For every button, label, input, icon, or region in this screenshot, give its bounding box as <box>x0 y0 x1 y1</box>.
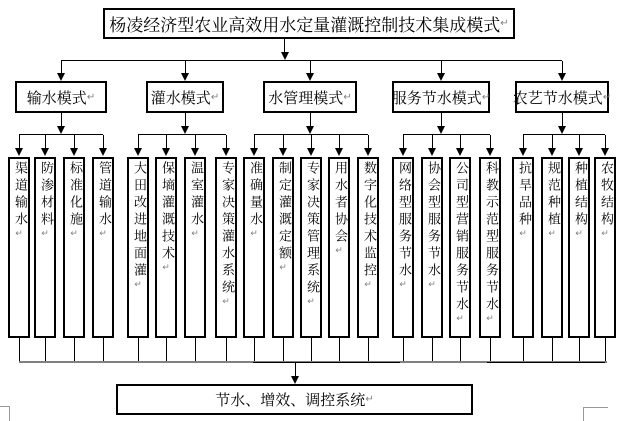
node-label: 用水者协会 <box>332 161 347 246</box>
node-title <box>103 8 515 39</box>
connector-line <box>605 135 606 148</box>
connector-line <box>166 135 167 148</box>
connector-line <box>45 338 46 362</box>
node-label: 水管理模式 <box>268 88 344 107</box>
arrowhead-down-icon <box>399 148 407 156</box>
margin-corner-mark <box>583 407 584 421</box>
node-label: 服务节水模式 <box>391 88 482 107</box>
margin-corner-mark <box>9 406 10 421</box>
connector-line <box>138 135 139 148</box>
node-label: 管道输水 <box>96 161 111 229</box>
node-agro-pastoral-structure <box>594 157 616 338</box>
paragraph-return-mark: ↵ <box>14 229 24 239</box>
node-science-demo-service <box>479 157 501 338</box>
node-title-label: 杨凌经济型农业高效用水定量灌溉控制技术集成模式 <box>109 16 501 36</box>
paragraph-return-mark: ↵ <box>40 229 50 239</box>
arrowhead-down-icon <box>250 148 258 156</box>
node-label: 种植结构 <box>572 161 587 229</box>
node-standardized-planting <box>541 157 563 338</box>
connector-collector-bus-dark-segment <box>253 362 400 363</box>
arrowhead-down-icon <box>70 148 78 156</box>
paragraph-return-mark: ↵ <box>210 91 220 103</box>
arrowhead-down-icon <box>575 148 583 156</box>
node-moisture-preserving-irrigation <box>155 157 177 338</box>
connector-line <box>295 363 296 376</box>
connector-line <box>562 61 563 73</box>
paragraph-return-mark: ↵ <box>98 229 108 239</box>
connector-bus-group5 <box>523 134 605 135</box>
paragraph-return-mark: ↵ <box>365 394 374 405</box>
connector-line <box>19 135 20 148</box>
connector-line <box>283 135 284 148</box>
connector-line <box>339 338 340 362</box>
paragraph-return-mark: ↵ <box>574 229 584 239</box>
connector-line <box>310 61 311 73</box>
connector-bus-group4 <box>403 134 490 135</box>
arrowhead-down-icon <box>456 148 464 156</box>
node-label: 数字化技术监控 <box>361 161 376 280</box>
connector-collector-bus-dark-segment <box>487 362 605 363</box>
node-label: 温室灌水 <box>188 161 203 229</box>
paragraph-return-mark: ↵ <box>602 91 612 103</box>
arrowhead-down-icon <box>41 148 49 156</box>
node-label: 农牧结构 <box>598 161 613 229</box>
connector-line <box>195 338 196 362</box>
arrowhead-down-icon <box>191 148 199 156</box>
arrowhead-down-icon <box>437 126 445 134</box>
paragraph-return-mark: ↵ <box>161 263 171 273</box>
node-digital-monitoring <box>357 157 379 338</box>
arrowhead-down-icon <box>57 126 65 134</box>
connector-line <box>403 135 404 148</box>
connector-line <box>403 338 404 362</box>
node-network-service <box>392 157 414 338</box>
node-label: 节水、增效、调控系统 <box>215 391 366 409</box>
paragraph-return-mark: ↵ <box>249 229 259 239</box>
arrowhead-down-icon <box>601 148 609 156</box>
connector-line <box>552 135 553 148</box>
paragraph-return-mark: ↵ <box>547 229 557 239</box>
node-improved-surface-irrigation <box>127 157 149 338</box>
margin-corner-mark <box>0 406 9 407</box>
paragraph-return-mark: ↵ <box>334 246 344 256</box>
connector-line <box>254 135 255 148</box>
arrowhead-down-icon <box>279 148 287 156</box>
connector-line <box>195 135 196 148</box>
connector-line <box>579 338 580 362</box>
node-mode-agronomy-watersaving <box>512 81 612 113</box>
margin-corner-mark <box>583 407 608 408</box>
connector-line <box>311 338 312 362</box>
node-standardized-facility <box>63 157 85 338</box>
node-label: 协会型服务节水 <box>425 161 440 280</box>
connector-line <box>432 338 433 362</box>
connector-line <box>490 135 491 148</box>
connector-line <box>562 113 563 126</box>
node-label: 制定灌溉定额 <box>276 161 291 263</box>
node-label: 规范种植 <box>545 161 560 229</box>
arrowhead-down-icon <box>181 126 189 134</box>
arrowhead-down-icon <box>519 148 527 156</box>
node-accurate-measurement <box>243 157 265 338</box>
connector-line <box>103 135 104 148</box>
connector-line <box>45 135 46 148</box>
paragraph-return-mark: ↵ <box>455 314 465 324</box>
arrowhead-down-icon <box>162 148 170 156</box>
paragraph-return-mark: ↵ <box>133 280 143 290</box>
connector-line <box>74 338 75 362</box>
node-expert-management-system <box>300 157 322 338</box>
paragraph-return-mark: ↵ <box>363 280 373 290</box>
arrowhead-down-icon <box>57 73 65 81</box>
connector-line <box>283 338 284 362</box>
paragraph-return-mark: ↵ <box>518 229 528 239</box>
paragraph-return-mark: ↵ <box>278 263 288 273</box>
node-planting-structure <box>568 157 590 338</box>
node-association-service <box>421 157 443 338</box>
node-label: 防渗材料 <box>38 161 53 229</box>
connector-line <box>185 61 186 73</box>
connector-line <box>441 113 442 126</box>
node-label: 渠道输水 <box>12 161 27 229</box>
connector-line <box>185 113 186 126</box>
node-antiseepage-material <box>34 157 56 338</box>
node-label: 保墒灌溉技术 <box>159 161 174 263</box>
node-label: 专家决策管理系统 <box>304 161 319 297</box>
connector-line <box>310 113 311 126</box>
connector-line <box>490 338 491 362</box>
node-label: 专家决策灌水系统 <box>219 161 234 297</box>
arrowhead-down-icon <box>307 148 315 156</box>
connector-bus-group2 <box>138 134 226 135</box>
arrowhead-down-icon <box>306 126 314 134</box>
node-mode-water-management <box>263 81 357 113</box>
node-regulation-system <box>116 384 473 415</box>
connector-bus-group1 <box>19 134 103 135</box>
connector-line <box>441 61 442 73</box>
connector-line <box>605 338 606 362</box>
node-water-users-association <box>328 157 350 338</box>
arrowhead-down-icon <box>428 148 436 156</box>
arrowhead-down-icon <box>486 148 494 156</box>
connector-line <box>19 338 20 362</box>
arrowhead-down-icon <box>437 73 445 81</box>
node-company-marketing-service <box>449 157 471 338</box>
arrowhead-down-icon <box>306 73 314 81</box>
paragraph-return-mark: ↵ <box>306 297 316 307</box>
paragraph-return-mark: ↵ <box>398 280 408 290</box>
node-label: 网络型服务节水 <box>396 161 411 280</box>
node-greenhouse-irrigation <box>184 157 206 338</box>
paragraph-return-mark: ↵ <box>221 297 231 307</box>
node-irrigation-quota <box>272 157 294 338</box>
node-label: 大田改进地面灌 <box>131 161 146 280</box>
node-label: 输水模式 <box>26 88 87 107</box>
arrowhead-down-icon <box>548 148 556 156</box>
node-expert-irrigation-system <box>215 157 237 338</box>
arrowhead-down-icon <box>558 73 566 81</box>
paragraph-return-mark: ↵ <box>190 229 200 239</box>
connector-line <box>368 338 369 362</box>
node-label: 科教示范型服务节水 <box>483 161 498 314</box>
paragraph-return-mark: ↵ <box>86 91 96 103</box>
node-mode-service-watersaving <box>392 81 490 113</box>
connector-line <box>460 135 461 148</box>
connector-line <box>523 338 524 362</box>
node-drought-resistant-varieties <box>512 157 534 338</box>
connector-line <box>61 61 62 73</box>
node-channel-conveyance <box>8 157 30 338</box>
node-label: 公司型营销服务节水 <box>453 161 468 314</box>
connector-line <box>254 338 255 362</box>
node-label: 农艺节水模式 <box>512 88 603 107</box>
connector-line <box>226 135 227 148</box>
arrowhead-down-icon <box>99 148 107 156</box>
connector-line <box>579 135 580 148</box>
connector-line <box>460 338 461 362</box>
node-mode-irrigation <box>146 81 224 113</box>
paragraph-return-mark: ↵ <box>69 229 79 239</box>
arrowhead-down-icon <box>364 148 372 156</box>
node-label: 准确量水 <box>247 161 262 229</box>
connector-line <box>432 135 433 148</box>
node-label: 标准化施 <box>67 161 82 229</box>
arrowhead-down-icon <box>335 148 343 156</box>
node-label: 抗旱品种 <box>516 161 531 229</box>
connector-line <box>61 113 62 126</box>
node-mode-water-conveyance <box>15 81 107 113</box>
paragraph-return-mark: ↵ <box>500 18 509 29</box>
paragraph-return-mark: ↵ <box>481 91 491 103</box>
paragraph-return-mark: ↵ <box>343 91 352 103</box>
node-label: 灌水模式 <box>150 88 211 107</box>
arrowhead-down-icon <box>222 148 230 156</box>
paragraph-return-mark: ↵ <box>600 229 610 239</box>
arrowhead-down-icon <box>291 376 299 384</box>
connector-line <box>311 135 312 148</box>
arrowhead-down-icon <box>134 148 142 156</box>
connector-line <box>368 135 369 148</box>
connector-line <box>166 338 167 362</box>
arrowhead-down-icon <box>281 52 289 60</box>
arrowhead-down-icon <box>181 73 189 81</box>
arrowhead-down-icon <box>558 126 566 134</box>
connector-line <box>138 338 139 362</box>
paragraph-return-mark: ↵ <box>485 314 495 324</box>
arrowhead-down-icon <box>15 148 23 156</box>
connector-line <box>552 338 553 362</box>
paragraph-return-mark: ↵ <box>427 280 437 290</box>
connector-line <box>74 135 75 148</box>
node-pipeline-conveyance <box>92 157 114 338</box>
connector-bus-level1 <box>61 60 562 61</box>
connector-line <box>339 135 340 148</box>
connector-line <box>284 39 285 52</box>
connector-line <box>523 135 524 148</box>
connector-line <box>226 338 227 362</box>
connector-line <box>103 338 104 362</box>
